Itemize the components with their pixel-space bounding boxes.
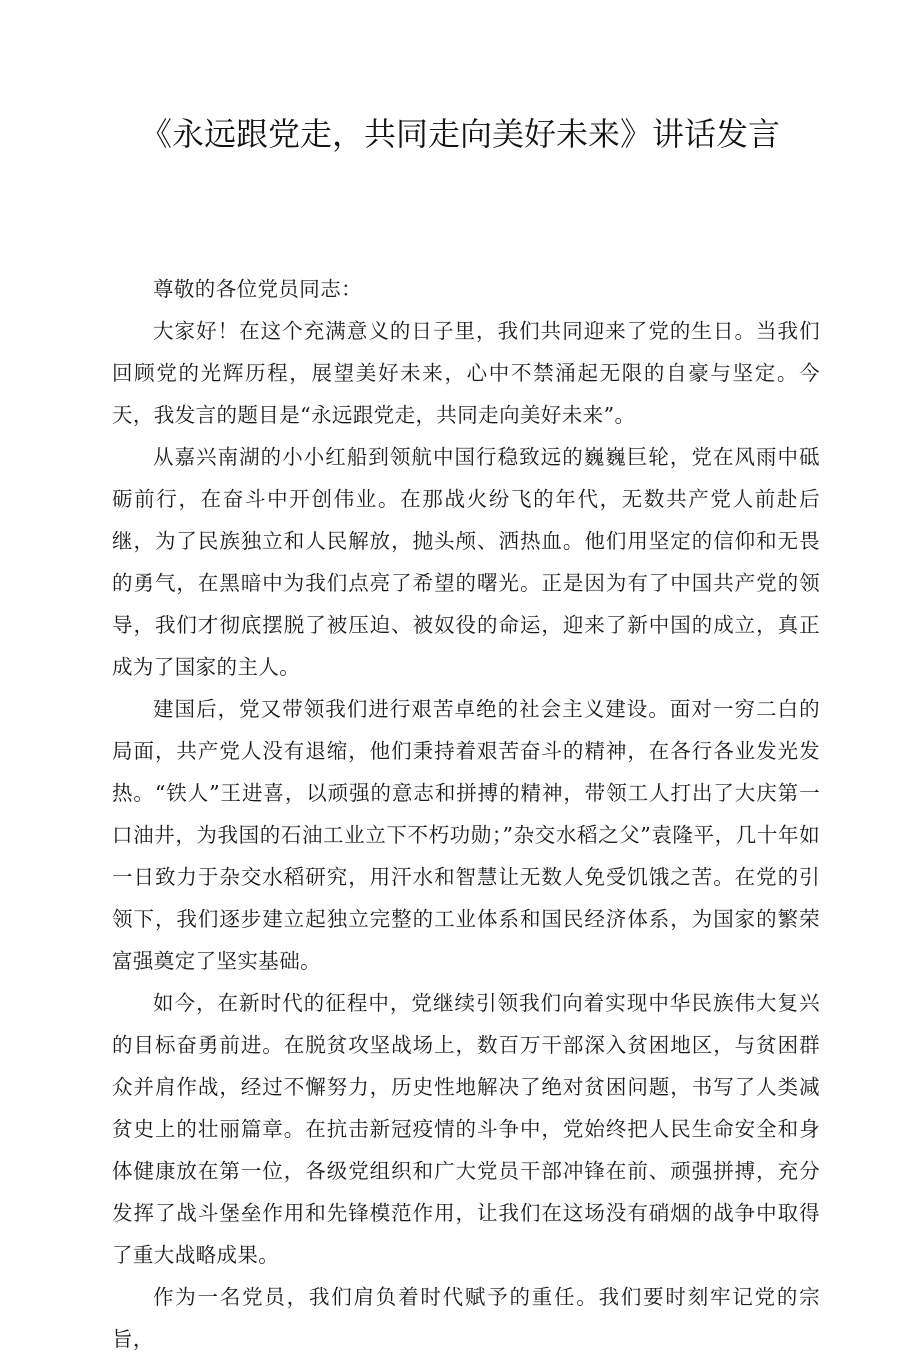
body-paragraph: 作为一名党员，我们肩负着时代赋予的重任。我们要时刻牢记党的宗旨， bbox=[112, 1285, 820, 1351]
document-title: 《永远跟党走，共同走向美好未来》讲话发言 bbox=[139, 115, 780, 153]
document-body bbox=[112, 268, 820, 1360]
body-paragraph: 从嘉兴南湖的小小红船到领航中国行稳致远的巍巍巨轮，党在风雨中砥砺前行，在奋斗中开创伟业。在那战火纷飞的年代，无数共产党人前赴后继，为了民族独立和人民解放，抛头颅、洒热血。他们用坚定的信仰和无畏的勇气，在黑暗中为我们点亮了希望的曙光。正是因为有了中国共产党的领导，我们才彻底摆脱了被压迫、被奴役的命运，迎来了新中国的成立，真正成为了国家的主人。 bbox=[112, 445, 820, 679]
body-paragraph: 建国后，党又带领我们进行艰苦卓绝的社会主义建设。面对一穷二白的局面，共产党人没有退缩，他们秉持着艰苦奋斗的精神，在各行各业发光发热。“铁人”王进喜，以顽强的意志和拼搏的精神，带领工人打出了大庆第一口油井，为我国的石油工业立下不朽功勋；”杂交水稻之父”袁隆平，几十年如一日致力于杂交水稻研究，用汗水和智慧让无数人免受饥饿之苦。在党的引领下，我们逐步建立起独立完整的工业体系和国民经济体系，为国家的繁荣富强奠定了坚实基础。 bbox=[112, 697, 820, 973]
body-paragraph: 如今，在新时代的征程中，党继续引领我们向着实现中华民族伟大复兴的目标奋勇前进。在脱贫攻坚战场上，数百万干部深入贫困地区，与贫困群众并肩作战，经过不懈努力，历史性地解决了绝对贫困问题，书写了人类减贫史上的壮丽篇章。在抗击新冠疫情的斗争中，党始终把人民生命安全和身体健康放在第一位，各级党组织和广大党员干部冲锋在前、顽强拼搏，充分发挥了战斗堡垒作用和先锋模范作用，让我们在这场没有硝烟的战争中取得了重大战略成果。 bbox=[112, 991, 820, 1267]
body-paragraph: 大家好！在这个充满意义的日子里，我们共同迎来了党的生日。当我们回顾党的光辉历程，展望美好未来，心中不禁涌起无限的自豪与坚定。今天，我发言的题目是“永远跟党走，共同走向美好未来”。 bbox=[112, 319, 820, 427]
salutation-paragraph: 尊敬的各位党员同志： bbox=[153, 277, 362, 301]
